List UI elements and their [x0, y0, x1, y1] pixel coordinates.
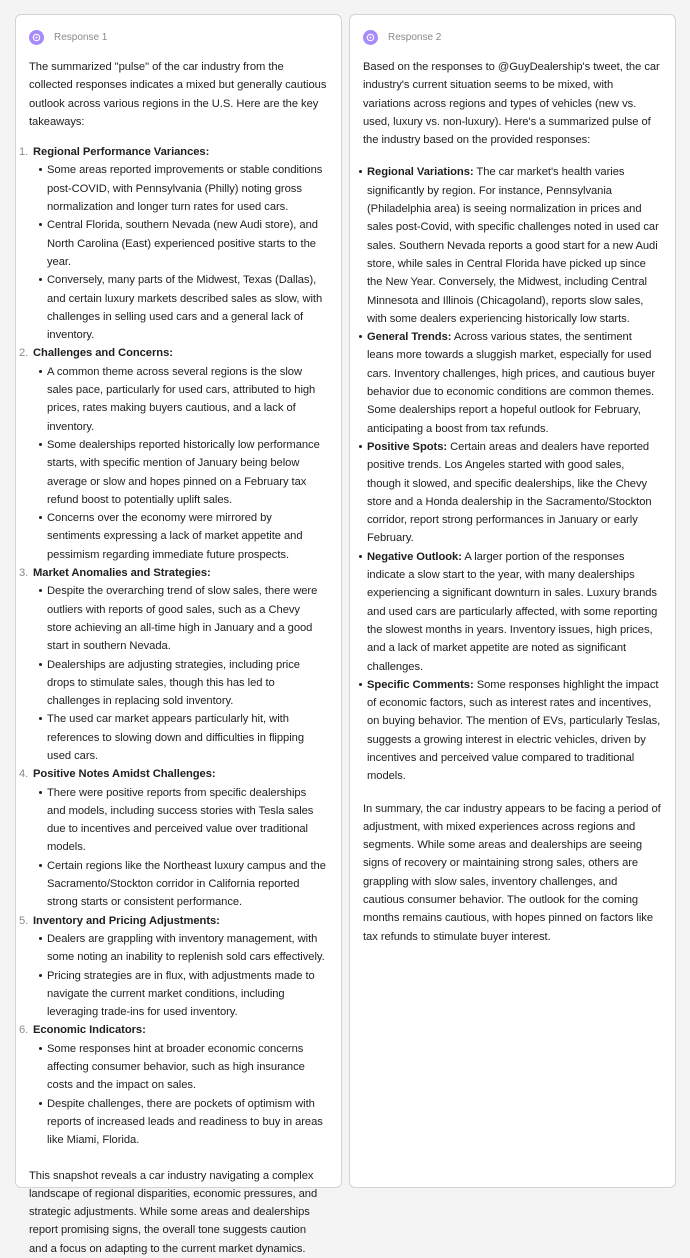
section-item — [19, 143, 327, 344]
item-text: Across various states, the sentiment leans more towards a sluggish market, especially for used cars. Inventory challenges, high prices, and cautious buyer behavior due to economic conditions are common themes. Some dealerships report a hopeful outlook for February, anticipating a boost from tax refunds. — [367, 331, 656, 435]
bullet-item: The used car market appears particularly hit, with references to slowing down and difficulties in flipping used cars. — [47, 710, 327, 765]
bullet-item: Pricing strategies are in flux, with adjustments made to navigate the current market conditions, including leveraging trade-ins for used inventory. — [47, 967, 327, 1022]
section-bullets — [33, 363, 327, 564]
section-title: Positive Notes Amidst Challenges: — [33, 768, 216, 781]
response-2-intro: Based on the responses to @GuyDealership's tweet, the car industry's current situation seems to be mixed, with variations across regions and types of vehicles (new vs. used, luxury vs. non-luxury). Here's a summarized pulse of the industry based on the provided responses: — [363, 61, 660, 147]
item-title: Specific Comments: — [367, 678, 474, 691]
section-item — [19, 564, 327, 765]
response-1-intro: The summarized "pulse" of the car industry from the collected responses indicates a mixed but generally cautious outlook across various regions in the U.S. Here are the key takeaways: — [29, 61, 327, 128]
section-bullets — [33, 161, 327, 344]
item-text: Certain areas and dealers have reported positive trends. Los Angeles started with good sales, though it slowed, and specific dealerships, like the Chevy store and a Honda dealership in the Sacramento/Stockton corridor, report strong performances in January or early February. — [367, 440, 652, 545]
bullet-item: Concerns over the economy were mirrored by sentiments expressing a lack of market appetite and pessimism regarding immediate future prospects. — [47, 509, 327, 564]
response-2-header — [363, 29, 661, 45]
response-2-items — [363, 163, 661, 785]
section-item — [19, 765, 327, 911]
section-bullets — [33, 930, 327, 1021]
item-text: A larger portion of the responses indicate a slow start to the year, with many dealerships experiencing a significant downturn in sales. Luxury brands and used cars are particularly affected, with some reporting the slowest months in years. Inventory issues, high prices, and a lack of market appetite are noted as significant challenges. — [367, 550, 658, 673]
section-bullets — [33, 1040, 327, 1150]
response-2-item — [367, 328, 661, 438]
section-title: Regional Performance Variances: — [33, 146, 210, 159]
bullet-item: Despite challenges, there are pockets of optimism with reports of increased leads and readiness to buy in areas like Miami, Florida. — [47, 1095, 327, 1150]
response-2-item — [367, 548, 661, 676]
bullet-item: Despite the overarching trend of slow sales, there were outliers with reports of good sales, such as a Chevy store achieving an all-time high in January and a good start in southern Nevada. — [47, 582, 327, 655]
section-number: 3. — [19, 567, 29, 580]
section-item — [19, 912, 327, 1022]
response-1-header — [29, 29, 327, 45]
bullet-item: Certain regions like the Northeast luxury campus and the Sacramento/Stockton corridor in California reported strong starts or consistent performance. — [47, 857, 327, 912]
item-title: Negative Outlook: — [367, 550, 462, 563]
bullet-item: Some responses hint at broader economic concerns affecting consumer behavior, such as high insurance costs and the impact on sales. — [47, 1040, 327, 1095]
section-bullets — [33, 582, 327, 765]
response-2-item — [367, 438, 661, 548]
response-2-card — [349, 14, 676, 1188]
bullet-item: Dealers are grappling with inventory management, with some noting an inability to replenish sold cars effectively. — [47, 930, 327, 967]
response-1-label: Response 1 — [54, 31, 108, 43]
section-number: 6. — [19, 1024, 29, 1037]
openai-logo-icon — [363, 30, 378, 45]
bullet-item: Central Florida, southern Nevada (new Audi store), and North Carolina (East) experienced positive starts to the year. — [47, 216, 327, 271]
bullet-item: A common theme across several regions is the slow sales pace, particularly for used cars, attributed to high prices, rates making buyers cautious, and a lack of inventory. — [47, 363, 327, 436]
section-bullets — [33, 784, 327, 912]
bullet-item: Some areas reported improvements or stable conditions post-COVID, with Pennsylvania (Philly) noting gross normalization and longer turn rates for used cars. — [47, 161, 327, 216]
response-1-summary: This snapshot reveals a car industry navigating a complex landscape of regional disparities, economic pressures, and strategic adjustments. While some areas and dealerships report promising signs, the overall tone suggests caution and a focus on adapting to the current market dynamics. — [29, 1169, 318, 1255]
section-title: Economic Indicators: — [33, 1024, 146, 1037]
section-number: 4. — [19, 768, 29, 781]
response-2-label: Response 2 — [388, 31, 442, 43]
section-number: 2. — [19, 347, 29, 360]
response-2-item — [367, 676, 661, 786]
section-title: Inventory and Pricing Adjustments: — [33, 914, 220, 927]
response-2-item — [367, 163, 661, 328]
item-title: Regional Variations: — [367, 166, 474, 179]
response-2-summary: In summary, the car industry appears to be facing a period of adjustment, with mixed experiences across regions and segments. While some areas and dealerships are seeing signs of recovery or maintaining strong sales, others are grappling with slow sales, inventory challenges, and cautious consumer behavior. The outlook for the coming months remains cautious, with hopes pinned on factors like tax refunds to stimulate buyer interest. — [363, 802, 661, 943]
section-item — [19, 344, 327, 564]
section-number: 1. — [19, 146, 29, 159]
item-text: Some responses highlight the impact of economic factors, such as interest rates and incentives, on buying behavior. The mention of EVs, particularly Teslas, suggests a growing interest in electric vehicles, driven by incentives and perceived value compared to traditional models. — [367, 678, 661, 783]
item-title: Positive Spots: — [367, 440, 448, 453]
response-1-card — [15, 14, 342, 1255]
section-number: 5. — [19, 914, 29, 927]
section-item — [19, 1021, 327, 1149]
bullet-item: Some dealerships reported historically low performance starts, with specific mention of January being below average or slow and hopes pinned on a February tax refund boost to potentially uplift sales. — [47, 436, 327, 509]
openai-logo-icon — [29, 30, 44, 45]
section-title: Market Anomalies and Strategies: — [33, 567, 211, 580]
bullet-item: Dealerships are adjusting strategies, including price drops to stimulate sales, though this has led to challenges in replacing sold inventory. — [47, 656, 327, 711]
section-title: Challenges and Concerns: — [33, 347, 173, 360]
item-text: The car market's health varies significantly by region. For instance, Pennsylvania (Philadelphia area) is seeing normalization in prices and sales post-Covid, with specific challenges noted in used car sales. Southern Nevada reports a good start for a new Audi store, while sales in Central Florida have picked up since the New Year. Conversely, the Midwest, including Central Minnesota and Illinois (Chicagoland), reports slow sales, with some dealers experiencing historically low starts. — [367, 166, 659, 325]
response-1-sections — [19, 143, 327, 1149]
bullet-item: There were positive reports from specific dealerships and models, including success stories with Tesla sales due to incentives and perceived value over traditional models. — [47, 784, 327, 857]
item-title: General Trends: — [367, 331, 452, 344]
bullet-item: Conversely, many parts of the Midwest, Texas (Dallas), and certain luxury markets described sales as slow, with challenges in selling used cars and a general lack of inventory. — [47, 271, 327, 344]
